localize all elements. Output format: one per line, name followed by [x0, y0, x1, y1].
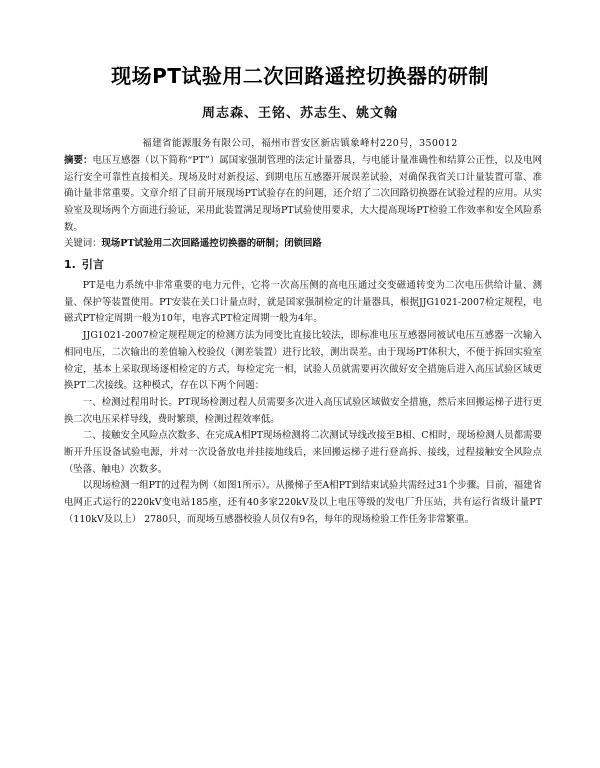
author-list: 周志森、王铭、苏志生、姚文翰 [201, 106, 398, 121]
section-number: 1. [64, 258, 76, 271]
paragraph: PT是电力系统中非常重要的电力元件，它将一次高压侧的高电压通过交变磁通转变为二次电压供给计量、测量、保护等装置使用。PT安装在关口计量点时，就是国家强制检定的计量器具，根据JJG1021-2007检定规程，电磁式PT检定周期一般为10年，电容式PT检定周期一般为4年。 [64, 280, 542, 325]
paragraph: 二、接触安全风险点次数多、在完成A相PT现场检测将二次测试导线改接至B相、C相时，现场检测人员都需要断开升压设备试验电源，并对一次设备放电并挂接地线后，来回搬运梯子进行登高拆、接线，过程接触安全风险点（坠落、触电）次数多。 [64, 430, 542, 475]
paragraph: JJG1021-2007检定规程规定的检测方法为同变比直接比较法，即标准电压互感器同被试电压互感器一次输入相同电压，二次输出的差值输入校验仪（测差装置）进行比较，测出误差。由于现场PT体积大，不便于拆回实验室检定，基本上采取现场逐相检定的方式，每检定完一相，试验人员就需要再次做好安全措施后进入高压试验区域更换PT二次接线。这种模式，存在以下两个问题： [64, 330, 542, 392]
abstract [64, 153, 542, 237]
abstract-label: 摘要： [64, 155, 93, 166]
abstract-text: 电压互感器（以下简称“PT”）属国家强制管理的法定计量器具，与电能计量准确性和结算公正性，以及电网运行安全可靠性直接相关。现场及时对新投运、到期电压互感器开展误差试验，对确保我省关口计量装置可靠、准确计量非常重要。文章介绍了目前开展现场PT试验存在的问题，还介绍了二次回路切换器在试验过程的应用。从实验室及现场两个方面进行验证，采用此装置满足现场PT试验使用要求，大大提高现场PT检验工作效率和安全风险系数。 [64, 155, 542, 233]
paragraph: 一、检测过程用时长。PT现场检测过程人员需要多次进入高压试验区域做安全措施，然后来回搬运梯子进行更换二次电压采样导线，费时繁琐，检测过程效率低。 [64, 396, 542, 425]
section-body [64, 278, 542, 529]
keywords-text: 现场PT试验用二次回路遥控切换器的研制；闭锁回路 [101, 238, 322, 249]
section-heading [64, 257, 104, 273]
keywords-label: 关键词： [64, 238, 102, 249]
affiliation: 福建省能源服务有限公司，福州市晋安区新店镇象峰村220号，350012 [142, 138, 458, 149]
paragraph: 以现场检测一组PT的过程为例（如图1所示）。从搬梯子至A相PT到结束试验共需经过31个步骤。目前，福建省电网正式运行的220kV变电站185座，还有40多家220kV及以上电压等级的发电厂升压站，共有运行省级计量PT（110kV及以上） 2780只，而现场互感器校验人员仅有9名，每年的现场检验工作任务非常繁重。 [64, 480, 542, 525]
keywords [64, 236, 542, 252]
section-title: 引言 [81, 258, 104, 271]
paper-title: 现场PT试验用二次回路遥控切换器的研制 [111, 64, 489, 88]
